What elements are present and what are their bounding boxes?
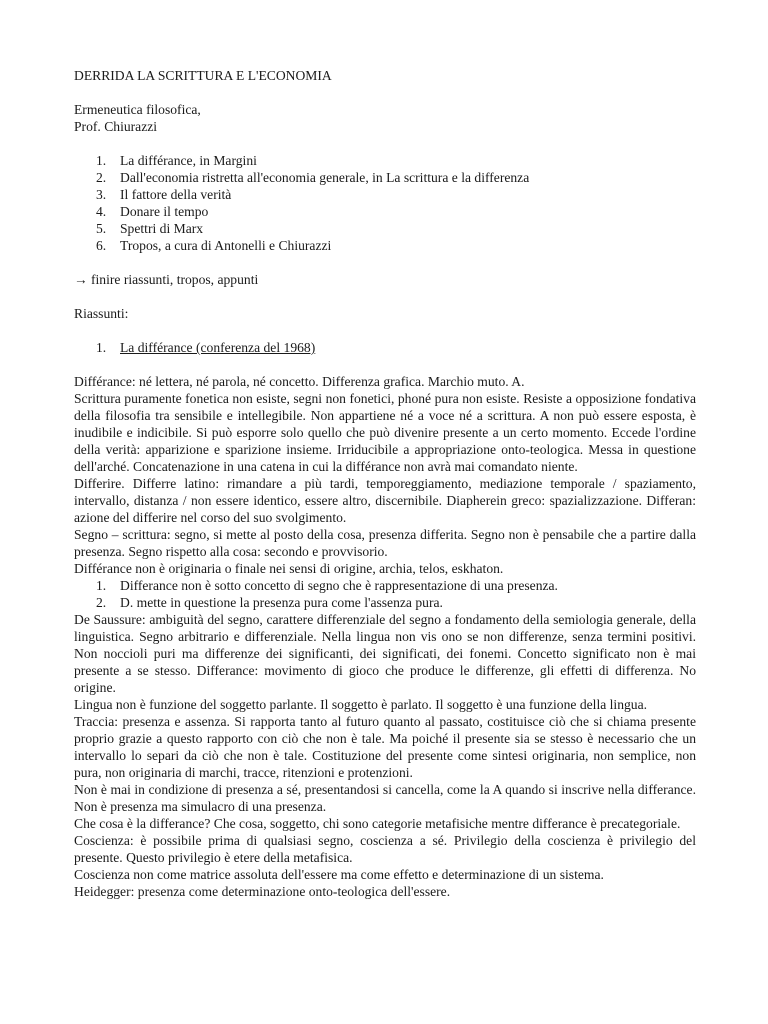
todo-note: → finire riassunti, tropos, appunti	[74, 272, 259, 287]
summary-heading: 1. La différance (conferenza del 1968)	[96, 340, 316, 355]
summaries-label: Riassunti:	[74, 306, 129, 321]
list-item: 5. Spettri di Marx	[96, 221, 204, 236]
paragraph: Non è mai in condizione di presenza a sé, presentandosi si cancella, come la A quando si inscrive nella differance. Non è presenza ma simulacro di una presenza.	[74, 782, 696, 814]
list-item: 2. D. mette in questione la presenza pura come l'assenza pura.	[96, 595, 443, 610]
summary-heading-list	[74, 339, 696, 356]
list-item: 6. Tropos, a cura di Antonelli e Chiurazzi	[96, 238, 332, 253]
document-page	[74, 67, 696, 900]
course-professor: Prof. Chiurazzi	[74, 119, 158, 134]
paragraph: De Saussure: ambiguità del segno, carattere differenziale del segno a fondamento della semiologia generale, della linguistica. Segno arbitrario e differenziale. Nella lingua non vis ono se non differenze, senza termini positivi. Non noccioli puri ma differenze dei significanti, dei significati, dei fonemi. Concetto significato non è mai presente a se stesso. Differance: movimento di gioco che produce le differenze, gli effetti di differenza. No origine.	[74, 612, 696, 695]
paragraph: Scrittura puramente fonetica non esiste, segni non fonetici, phoné pura non esiste. Resiste a opposizione fondativa della filosofia tra sensibile e intellegibile. Non appartiene né a voce né a scrittura. A non può essere esposta, è inudibile e indicibile. Si può esporre solo quello che può divenire presente a un certo momento. Eccede l'ordine della verità: apparizione e sparizione insieme. Irriducibile a appropriazione onto-teologica. Messa in questione dell'arché. Concatenazione in una catena in cui la différance non avrà mai comandato niente.	[74, 391, 696, 474]
document-title: DERRIDA LA SCRITTURA E L'ECONOMIA	[74, 68, 332, 83]
list-item: 1. Differance non è sotto concetto di segno che è rappresentazione di una presenza.	[96, 578, 558, 593]
paragraph: Différance: né lettera, né parola, né concetto. Differenza grafica. Marchio muto. A.	[74, 374, 525, 389]
list-item: 4. Donare il tempo	[96, 204, 209, 219]
sub-list	[74, 577, 696, 611]
paragraph: Lingua non è funzione del soggetto parlante. Il soggetto è parlato. Il soggetto è una funzione della lingua.	[74, 697, 648, 712]
course-name: Ermeneutica filosofica,	[74, 102, 201, 117]
paragraph: Heidegger: presenza come determinazione onto-teologica dell'essere.	[74, 884, 451, 899]
bibliography-list	[74, 152, 696, 254]
list-item: 2. Dall'economia ristretta all'economia generale, in La scrittura e la differenza	[96, 170, 530, 185]
paragraph: Segno – scrittura: segno, si mette al posto della cosa, presenza differita. Segno non è pensabile che a partire dalla presenza. Segno rispetto alla cosa: secondo e provvisorio.	[74, 527, 696, 559]
paragraph: Coscienza: è possibile prima di qualsiasi segno, coscienza a sé. Privilegio della coscienza è privilegio del presente. Questo privilegio è etere della metafisica.	[74, 833, 696, 865]
list-item: 1. La différance, in Margini	[96, 153, 257, 168]
paragraph: Traccia: presenza e assenza. Si rapporta tanto al futuro quanto al passato, costituisce ciò che si chiama presente proprio grazie a questo rapporto con ciò che non è tale. Ma poiché il presente sia se stesso è necessario che un intervallo lo separi da ciò che non è tale. Costituzione del presente come sintesi originaria, non semplice, non pura, non originaria di marchi, tracce, ritenzioni e protenzioni.	[74, 714, 696, 780]
list-item: 3. Il fattore della verità	[96, 187, 232, 202]
paragraph: Différance non è originaria o finale nei sensi di origine, archia, telos, eskhaton.	[74, 561, 504, 576]
paragraph: Che cosa è la differance? Che cosa, soggetto, chi sono categorie metafisiche mentre differance è precategoriale.	[74, 816, 681, 831]
paragraph: Differire. Differre latino: rimandare a più tardi, temporeggiamento, mediazione temporale / spaziamento, intervallo, distanza / non essere identico, essere altro, discernibile. Diapherein greco: spazializzazione. Differan: azione del differire nel corso del suo svolgimento.	[74, 476, 696, 525]
paragraph: Coscienza non come matrice assoluta dell'essere ma come effetto e determinazione di un sistema.	[74, 867, 604, 882]
